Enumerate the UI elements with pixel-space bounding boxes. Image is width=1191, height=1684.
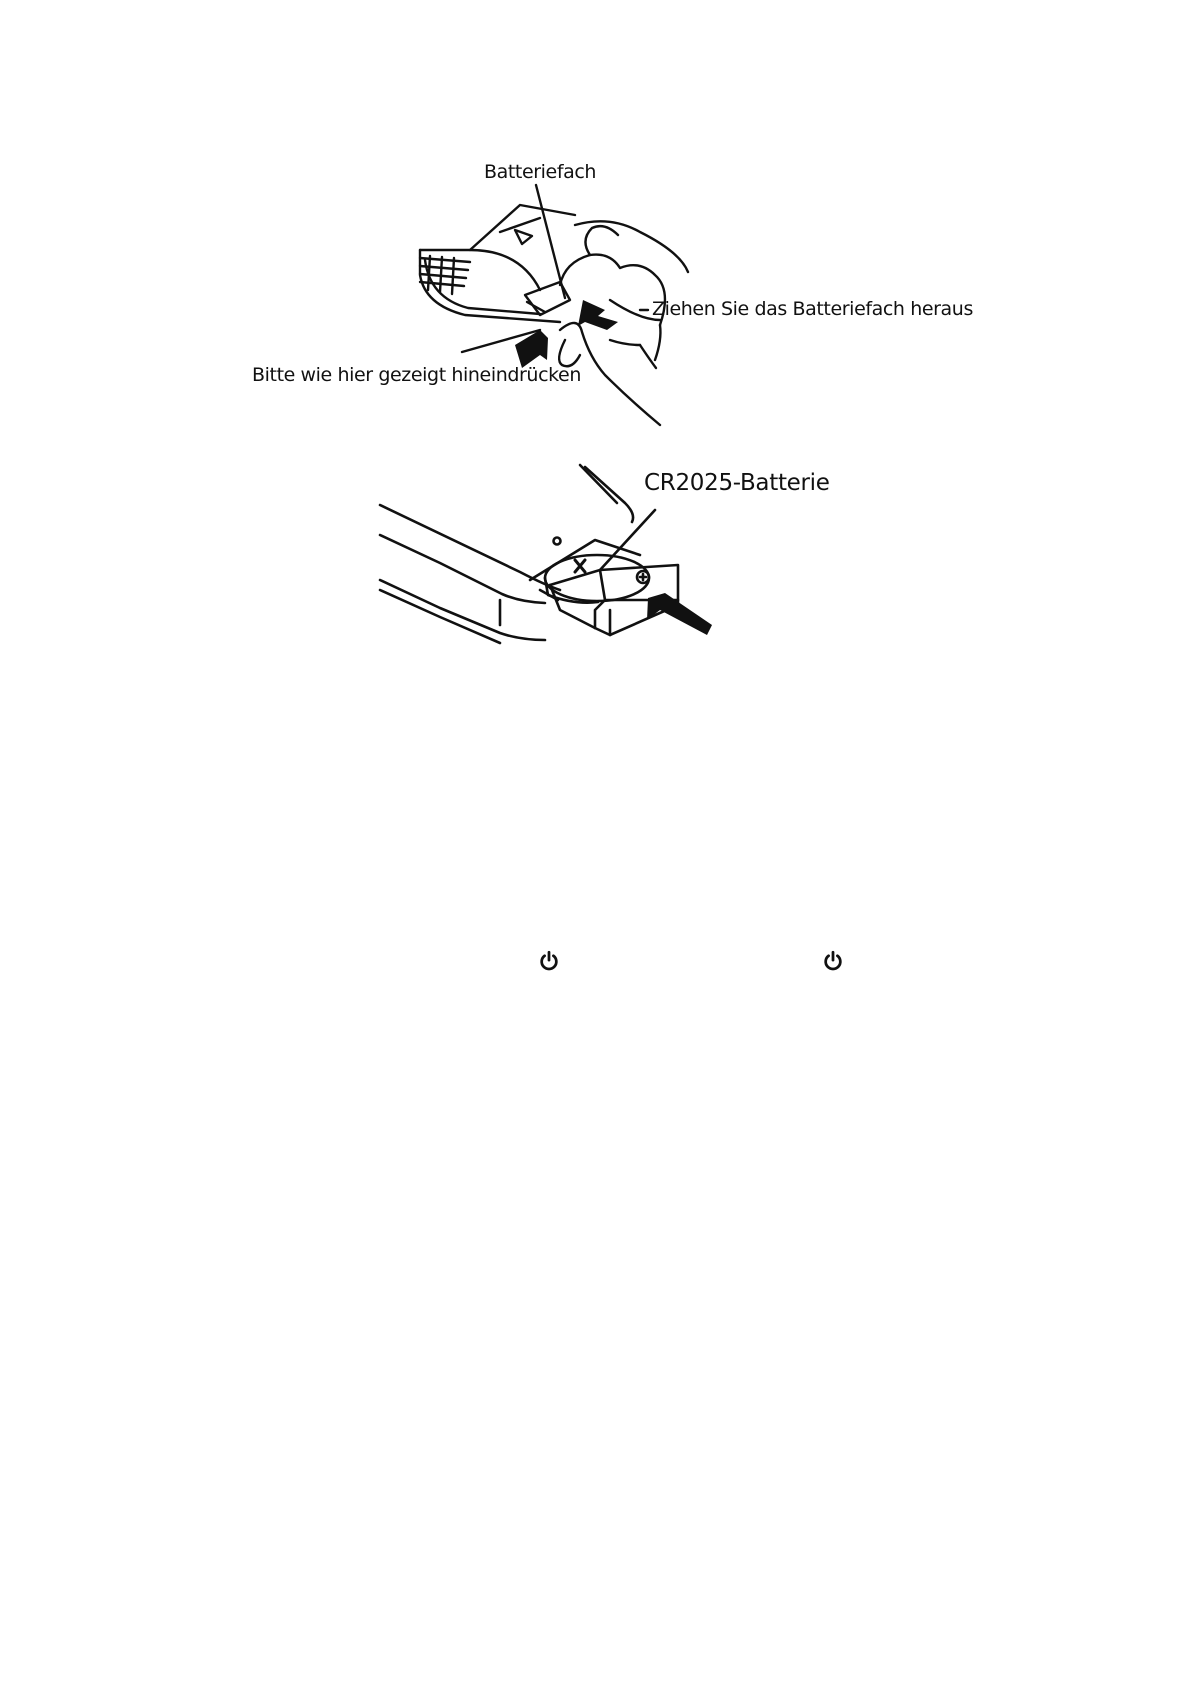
figure-insert-battery xyxy=(0,0,1191,680)
label-press-in: Bitte wie hier gezeigt hineindrücken xyxy=(252,364,581,386)
label-battery-compartment: Batteriefach xyxy=(484,161,597,183)
power-icon xyxy=(538,950,560,972)
label-cr2025-battery: CR2025-Batterie xyxy=(644,470,830,496)
power-icon xyxy=(822,950,844,972)
label-pull-out-compartment: Ziehen Sie das Batteriefach heraus xyxy=(652,298,973,320)
